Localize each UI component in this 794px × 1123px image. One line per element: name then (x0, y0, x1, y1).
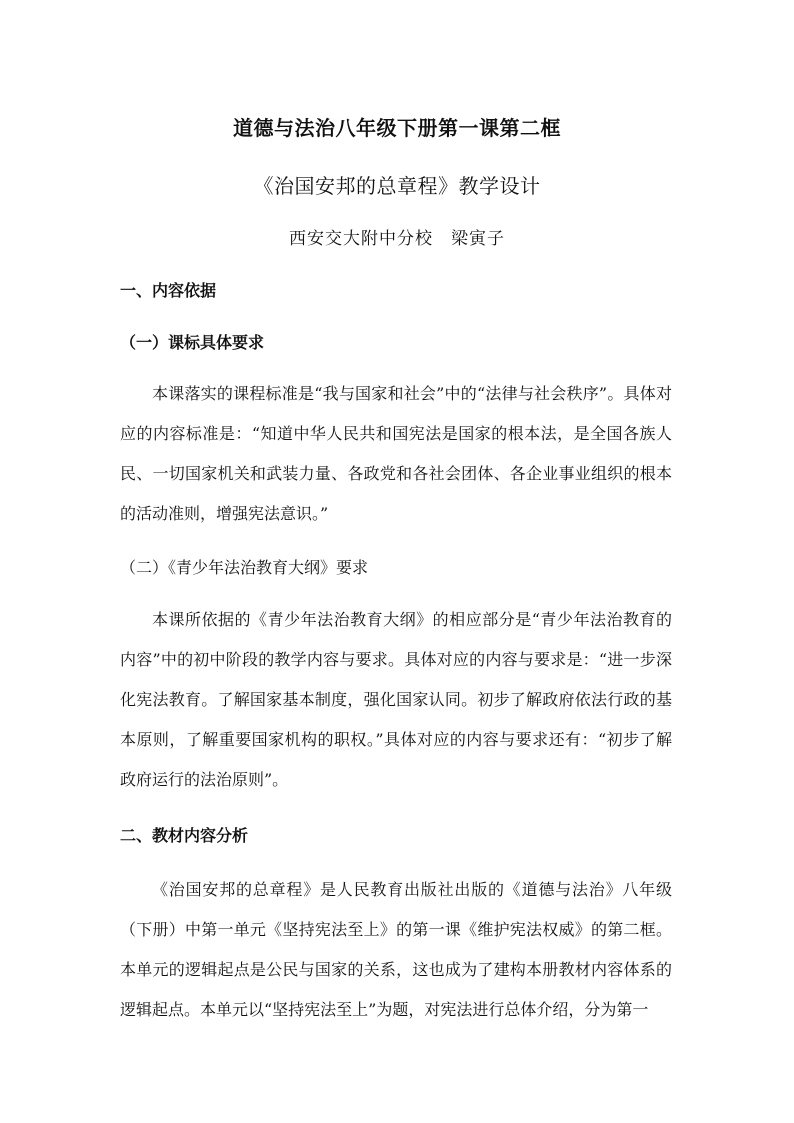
paragraph-textbook-analysis: 《治国安邦的总章程》是人民教育出版社出版的《道德与法治》八年级（下册）中第一单元《坚持宪法至上》的第一课《维护宪法权威》的第二框。本单元的逻辑起点是公民与国家的关系，这也成为了建构本册教材内容体系的逻辑起点。本单元以“坚持宪法至上”为题，对宪法进行总体介绍，分为第一 (120, 880, 672, 1019)
paragraph-outline: 本课所依据的《青少年法治教育大纲》的相应部分是“青少年法治教育的内容”中的初中阶段的教学内容与要求。具体对应的内容与要求是：“进一步深化宪法教育。了解国家基本制度，强化国家认同。初步了解政府依法行政的基本原则，了解重要国家机构的职权。”具体对应的内容与要求还有：“初步了解政府运行的法治原则”。 (120, 610, 672, 789)
subsection-heading-curriculum: （一）课标具体要求 (120, 333, 265, 352)
subsection-heading-outline: （二）《青少年法治教育大纲》要求 (120, 558, 369, 577)
author-line: 西安交大附中分校 梁寅子 (289, 229, 505, 249)
section-heading-textbook-analysis: 二、教材内容分析 (120, 826, 249, 845)
paragraph-curriculum: 本课落实的课程标准是“我与国家和社会”中的“法律与社会秩序”。具体对应的内容标准是：“知道中华人民共和国宪法是国家的根本法，是全国各族人民、一切国家机关和武装力量、各政党和各社会团体、各企业事业组织的根本的活动准则，增强宪法意识。” (120, 384, 672, 523)
section-heading-content-basis: 一、内容依据 (120, 281, 217, 300)
document-title: 道德与法治八年级下册第一课第二框 (233, 116, 561, 140)
document-subtitle: 《治国安邦的总章程》教学设计 (253, 174, 541, 198)
